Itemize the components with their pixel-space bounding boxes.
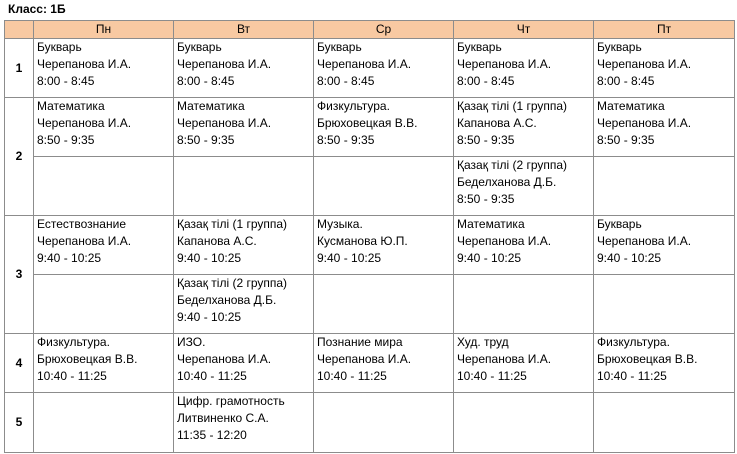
lesson-subject: Қазақ тілі (2 группа) <box>457 158 568 172</box>
table-row <box>5 334 735 393</box>
lesson-teacher: Черепанова И.А. <box>457 234 552 248</box>
lesson-subject: Букварь <box>457 40 502 54</box>
lesson-cell <box>454 157 594 216</box>
lesson-teacher: Черепанова И.А. <box>37 57 132 71</box>
lesson-teacher: Беделханова Д.Б. <box>177 293 277 307</box>
empty-cell <box>594 275 735 334</box>
empty-cell <box>594 157 735 216</box>
lesson-cell <box>174 275 314 334</box>
lesson-teacher: Брюховецкая В.В. <box>317 116 418 130</box>
empty-cell <box>34 157 174 216</box>
lesson-subject: Физкультура. <box>317 99 390 113</box>
lesson-time: 10:40 - 11:25 <box>317 369 387 383</box>
lesson-teacher: Черепанова И.А. <box>37 116 132 130</box>
lesson-cell <box>34 216 174 275</box>
lesson-cell <box>594 39 735 98</box>
empty-cell <box>594 393 735 453</box>
lesson-cell <box>594 334 735 393</box>
lesson-time: 8:00 - 8:45 <box>177 74 235 88</box>
lesson-teacher: Черепанова И.А. <box>177 116 272 130</box>
empty-cell <box>34 393 174 453</box>
lesson-cell <box>174 98 314 157</box>
lesson-teacher: Черепанова И.А. <box>177 352 272 366</box>
lesson-subject: Цифр. грамотность <box>177 394 285 408</box>
lesson-teacher: Капанова А.С. <box>457 116 537 130</box>
table-row <box>5 157 735 216</box>
lesson-time: 8:00 - 8:45 <box>37 74 95 88</box>
day-header-fri: Пт <box>594 21 735 39</box>
lesson-cell <box>454 39 594 98</box>
lesson-teacher: Черепанова И.А. <box>317 352 412 366</box>
lesson-subject: ИЗО. <box>177 335 206 349</box>
lesson-subject: Физкультура. <box>597 335 670 349</box>
lesson-cell <box>454 216 594 275</box>
lesson-cell <box>174 334 314 393</box>
lesson-teacher: Черепанова И.А. <box>317 57 412 71</box>
lesson-subject: Қазақ тілі (1 группа) <box>177 217 288 231</box>
lesson-teacher: Черепанова И.А. <box>37 234 132 248</box>
lesson-subject: Математика <box>457 217 525 231</box>
schedule-table <box>4 20 735 453</box>
lesson-time: 10:40 - 11:25 <box>37 369 107 383</box>
lesson-time: 8:00 - 8:45 <box>317 74 375 88</box>
lesson-cell <box>594 216 735 275</box>
empty-cell <box>314 275 454 334</box>
lesson-subject: Букварь <box>317 40 362 54</box>
lesson-time: 9:40 - 10:25 <box>597 251 662 265</box>
lesson-time: 8:50 - 9:35 <box>457 192 515 206</box>
table-row <box>5 393 735 453</box>
table-row <box>5 39 735 98</box>
lesson-time: 9:40 - 10:25 <box>177 251 242 265</box>
period-number: 2 <box>5 98 34 216</box>
empty-cell <box>314 157 454 216</box>
lesson-time: 10:40 - 11:25 <box>177 369 247 383</box>
period-number: 5 <box>5 393 34 453</box>
table-row <box>5 98 735 157</box>
lesson-subject: Букварь <box>37 40 82 54</box>
lesson-subject: Музыка. <box>317 217 363 231</box>
day-header-tue: Вт <box>174 21 314 39</box>
lesson-cell <box>174 216 314 275</box>
lesson-cell <box>174 39 314 98</box>
lesson-teacher: Литвиненко С.А. <box>177 411 269 425</box>
lesson-cell <box>594 98 735 157</box>
lesson-cell <box>314 334 454 393</box>
day-header-wed: Ср <box>314 21 454 39</box>
period-number: 4 <box>5 334 34 393</box>
lesson-teacher: Брюховецкая В.В. <box>597 352 698 366</box>
table-row <box>5 216 735 275</box>
lesson-subject: Қазақ тілі (2 группа) <box>177 276 288 290</box>
lesson-subject: Букварь <box>597 217 642 231</box>
lesson-teacher: Черепанова И.А. <box>597 234 692 248</box>
lesson-teacher: Черепанова И.А. <box>597 57 692 71</box>
lesson-subject: Естествознание <box>37 217 126 231</box>
lesson-time: 8:50 - 9:35 <box>317 133 375 147</box>
lesson-teacher: Черепанова И.А. <box>177 57 272 71</box>
lesson-cell <box>314 39 454 98</box>
lesson-time: 9:40 - 10:25 <box>37 251 102 265</box>
lesson-teacher: Беделханова Д.Б. <box>457 175 557 189</box>
lesson-cell <box>174 393 314 453</box>
lesson-time: 8:50 - 9:35 <box>37 133 95 147</box>
lesson-teacher: Черепанова И.А. <box>597 116 692 130</box>
lesson-time: 10:40 - 11:25 <box>597 369 667 383</box>
empty-cell <box>454 393 594 453</box>
empty-cell <box>314 393 454 453</box>
header-row <box>5 21 735 39</box>
period-number: 1 <box>5 39 34 98</box>
lesson-cell <box>34 334 174 393</box>
lesson-time: 9:40 - 10:25 <box>317 251 382 265</box>
lesson-cell <box>314 98 454 157</box>
lesson-subject: Букварь <box>597 40 642 54</box>
lesson-subject: Математика <box>37 99 105 113</box>
empty-cell <box>454 275 594 334</box>
lesson-time: 8:00 - 8:45 <box>457 74 515 88</box>
class-title: Класс: 1Б <box>8 2 66 16</box>
lesson-cell <box>34 39 174 98</box>
lesson-cell <box>34 98 174 157</box>
lesson-time: 9:40 - 10:25 <box>457 251 522 265</box>
lesson-subject: Математика <box>597 99 665 113</box>
lesson-teacher: Капанова А.С. <box>177 234 257 248</box>
table-row <box>5 275 735 334</box>
lesson-cell <box>454 334 594 393</box>
lesson-teacher: Черепанова И.А. <box>457 57 552 71</box>
lesson-cell <box>314 216 454 275</box>
lesson-teacher: Черепанова И.А. <box>457 352 552 366</box>
lesson-time: 10:40 - 11:25 <box>457 369 527 383</box>
lesson-cell <box>454 98 594 157</box>
lesson-time: 8:50 - 9:35 <box>597 133 655 147</box>
corner-cell <box>5 21 34 39</box>
period-number: 3 <box>5 216 34 334</box>
lesson-time: 8:50 - 9:35 <box>457 133 515 147</box>
day-header-mon: Пн <box>34 21 174 39</box>
lesson-subject: Познание мира <box>317 335 403 349</box>
lesson-subject: Букварь <box>177 40 222 54</box>
lesson-subject: Физкультура. <box>37 335 110 349</box>
lesson-teacher: Брюховецкая В.В. <box>37 352 138 366</box>
lesson-teacher: Кусманова Ю.П. <box>317 234 408 248</box>
empty-cell <box>174 157 314 216</box>
lesson-time: 8:50 - 9:35 <box>177 133 235 147</box>
day-header-thu: Чт <box>454 21 594 39</box>
lesson-time: 9:40 - 10:25 <box>177 310 242 324</box>
lesson-time: 11:35 - 12:20 <box>177 428 247 442</box>
empty-cell <box>34 275 174 334</box>
lesson-subject: Қазақ тілі (1 группа) <box>457 99 568 113</box>
lesson-subject: Худ. труд <box>457 335 509 349</box>
lesson-subject: Математика <box>177 99 245 113</box>
lesson-time: 8:00 - 8:45 <box>597 74 655 88</box>
